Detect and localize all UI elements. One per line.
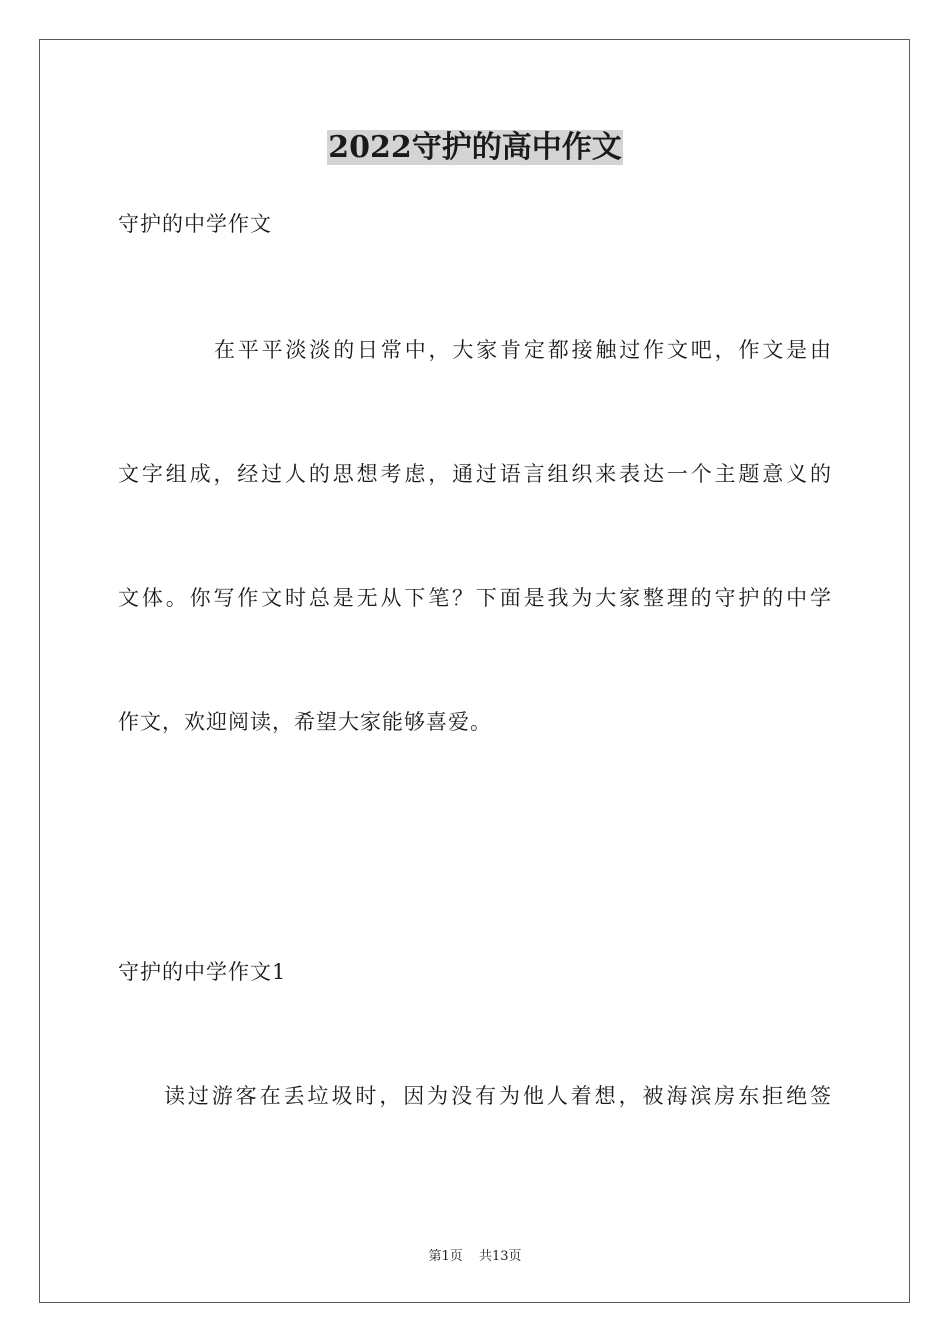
intro-line-4: 作文，欢迎阅读，希望大家能够喜爱。 — [118, 710, 492, 734]
page-number: 第1页 — [428, 1249, 463, 1264]
intro-line-3: 文体。你写作文时总是无从下笔？下面是我为大家整理的守护的中学 — [118, 586, 832, 610]
section-line-1: 读过游客在丢垃圾时，因为没有为他人着想，被海滨房东拒绝签 — [164, 1084, 832, 1108]
section-heading: 守护的中学作文1 — [118, 960, 287, 984]
document-title — [0, 128, 950, 168]
page-total: 共13页 — [478, 1249, 522, 1264]
document-title-text: 2022守护的高中作文 — [328, 130, 622, 165]
subtitle: 守护的中学作文 — [118, 212, 272, 236]
page-footer — [0, 1248, 950, 1266]
intro-line-1: 在平平淡淡的日常中，大家肯定都接触过作文吧，作文是由 — [214, 338, 832, 362]
intro-line-2: 文字组成，经过人的思想考虑，通过语言组织来表达一个主题意义的 — [118, 462, 832, 486]
